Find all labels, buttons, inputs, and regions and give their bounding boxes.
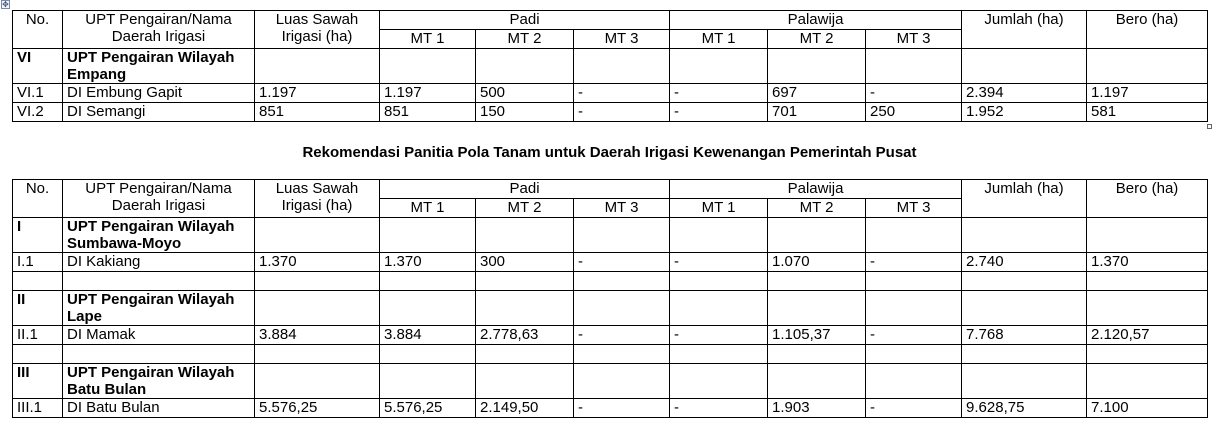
section-caption: Rekomendasi Panitia Pola Tanam untuk Daerah Irigasi Kewenangan Pemerintah Pusat [302, 144, 917, 161]
row-no: I.1 [13, 253, 63, 272]
row-no: VI.1 [13, 84, 63, 103]
group-row [13, 49, 1208, 84]
row-bero: 2.120,57 [1087, 326, 1208, 345]
header-luas [255, 11, 380, 49]
header-upt-line2: Daerah Irigasi [111, 197, 206, 214]
group-no: III [13, 364, 63, 399]
group-row [13, 291, 1208, 326]
row-jumlah: 9.628,75 [962, 399, 1087, 418]
row-no: III.1 [13, 399, 63, 418]
header-no: No. [13, 11, 63, 49]
group-name [63, 291, 255, 326]
row-padi-mt1: 1.370 [380, 253, 476, 272]
row-palawija-mt1: - [670, 84, 768, 103]
group-no: VI [13, 49, 63, 84]
row-palawija-mt3: - [866, 399, 962, 418]
row-luas: 3.884 [255, 326, 380, 345]
spacer-row [13, 272, 1208, 291]
header-jumlah: Jumlah (ha) [962, 11, 1087, 49]
header-luas-line1: Luas Sawah [275, 11, 359, 28]
row-luas: 5.576,25 [255, 399, 380, 418]
row-palawija-mt2: 1.070 [768, 253, 866, 272]
row-padi-mt2: 2.778,63 [476, 326, 574, 345]
row-padi-mt2: 300 [476, 253, 574, 272]
header-jumlah: Jumlah (ha) [962, 180, 1087, 218]
row-name: DI Mamak [63, 326, 255, 345]
group-name-line2: Empang [67, 66, 127, 83]
header-padi-mt2: MT 2 [476, 199, 574, 218]
group-name [63, 49, 255, 84]
row-luas: 1.197 [255, 84, 380, 103]
header-padi: Padi [380, 11, 670, 30]
header-padi-mt1: MT 1 [380, 30, 476, 49]
header-padi-mt3: MT 3 [574, 30, 670, 49]
row-bero: 1.197 [1087, 84, 1208, 103]
header-palawija: Palawija [670, 11, 962, 30]
row-luas: 1.370 [255, 253, 380, 272]
row-padi-mt1: 3.884 [380, 326, 476, 345]
header-luas-line2: Irigasi (ha) [281, 197, 353, 214]
table-move-handle-icon[interactable]: ✥ [2, 0, 9, 9]
row-name: DI Semangi [63, 103, 255, 122]
row-jumlah: 1.952 [962, 103, 1087, 122]
header-padi-mt2: MT 2 [476, 30, 574, 49]
row-bero: 1.370 [1087, 253, 1208, 272]
header-no: No. [13, 180, 63, 218]
group-name-line2: Lape [67, 308, 103, 325]
group-name-line1: UPT Pengairan Wilayah [67, 218, 235, 235]
table-row [13, 103, 1208, 122]
header-upt-line1: UPT Pengairan/Nama [85, 180, 232, 197]
header-palawija-mt1: MT 1 [670, 30, 768, 49]
row-palawija-mt3: - [866, 326, 962, 345]
group-name-line1: UPT Pengairan Wilayah [67, 291, 235, 308]
row-palawija-mt1: - [670, 326, 768, 345]
group-name [63, 364, 255, 399]
header-upt-line2: Daerah Irigasi [111, 28, 206, 45]
row-palawija-mt1: - [670, 399, 768, 418]
header-padi: Padi [380, 180, 670, 199]
row-padi-mt3: - [574, 103, 670, 122]
row-palawija-mt1: - [670, 253, 768, 272]
group-name-line1: UPT Pengairan Wilayah [67, 49, 235, 66]
row-name: DI Kakiang [63, 253, 255, 272]
table-row [13, 399, 1208, 418]
row-bero: 581 [1087, 103, 1208, 122]
row-jumlah: 2.394 [962, 84, 1087, 103]
header-palawija-mt1: MT 1 [670, 199, 768, 218]
row-luas: 851 [255, 103, 380, 122]
row-no: VI.2 [13, 103, 63, 122]
header-luas-line1: Luas Sawah [275, 180, 359, 197]
group-name-line1: UPT Pengairan Wilayah [67, 364, 235, 381]
header-upt [63, 11, 255, 49]
group-no: II [13, 291, 63, 326]
group-row [13, 218, 1208, 253]
row-palawija-mt2: 701 [768, 103, 866, 122]
header-palawija-mt2: MT 2 [768, 30, 866, 49]
row-bero: 7.100 [1087, 399, 1208, 418]
table-row [13, 326, 1208, 345]
spacer-row [13, 345, 1208, 364]
row-palawija-mt3: - [866, 253, 962, 272]
header-padi-mt1: MT 1 [380, 199, 476, 218]
header-palawija-mt3: MT 3 [866, 199, 962, 218]
row-padi-mt2: 150 [476, 103, 574, 122]
row-name: DI Batu Bulan [63, 399, 255, 418]
header-palawija-mt2: MT 2 [768, 199, 866, 218]
table-upt-empang [12, 10, 1208, 122]
row-jumlah: 7.768 [962, 326, 1087, 345]
row-padi-mt3: - [574, 326, 670, 345]
group-name-line2: Sumbawa-Moyo [67, 235, 182, 252]
header-bero: Bero (ha) [1087, 180, 1208, 218]
row-palawija-mt3: 250 [866, 103, 962, 122]
row-name: DI Embung Gapit [63, 84, 255, 103]
group-no: I [13, 218, 63, 253]
header-luas [255, 180, 380, 218]
group-name [63, 218, 255, 253]
row-padi-mt3: - [574, 253, 670, 272]
row-padi-mt1: 5.576,25 [380, 399, 476, 418]
row-palawija-mt1: - [670, 103, 768, 122]
table-pemerintah-pusat [12, 179, 1208, 418]
row-padi-mt3: - [574, 84, 670, 103]
row-palawija-mt3: - [866, 84, 962, 103]
group-row [13, 364, 1208, 399]
table-row [13, 84, 1208, 103]
row-padi-mt3: - [574, 399, 670, 418]
group-name-line2: Batu Bulan [67, 381, 147, 398]
header-upt [63, 180, 255, 218]
row-padi-mt1: 1.197 [380, 84, 476, 103]
row-padi-mt2: 500 [476, 84, 574, 103]
header-upt-line1: UPT Pengairan/Nama [85, 11, 232, 28]
header-palawija: Palawija [670, 180, 962, 199]
row-padi-mt1: 851 [380, 103, 476, 122]
table-row [13, 253, 1208, 272]
row-palawija-mt2: 1.105,37 [768, 326, 866, 345]
row-jumlah: 2.740 [962, 253, 1087, 272]
row-no: II.1 [13, 326, 63, 345]
header-bero: Bero (ha) [1087, 11, 1208, 49]
row-palawija-mt2: 697 [768, 84, 866, 103]
row-palawija-mt2: 1.903 [768, 399, 866, 418]
row-padi-mt2: 2.149,50 [476, 399, 574, 418]
header-luas-line2: Irigasi (ha) [281, 28, 353, 45]
header-padi-mt3: MT 3 [574, 199, 670, 218]
table-resize-handle-icon[interactable] [1207, 124, 1212, 129]
header-palawija-mt3: MT 3 [866, 30, 962, 49]
